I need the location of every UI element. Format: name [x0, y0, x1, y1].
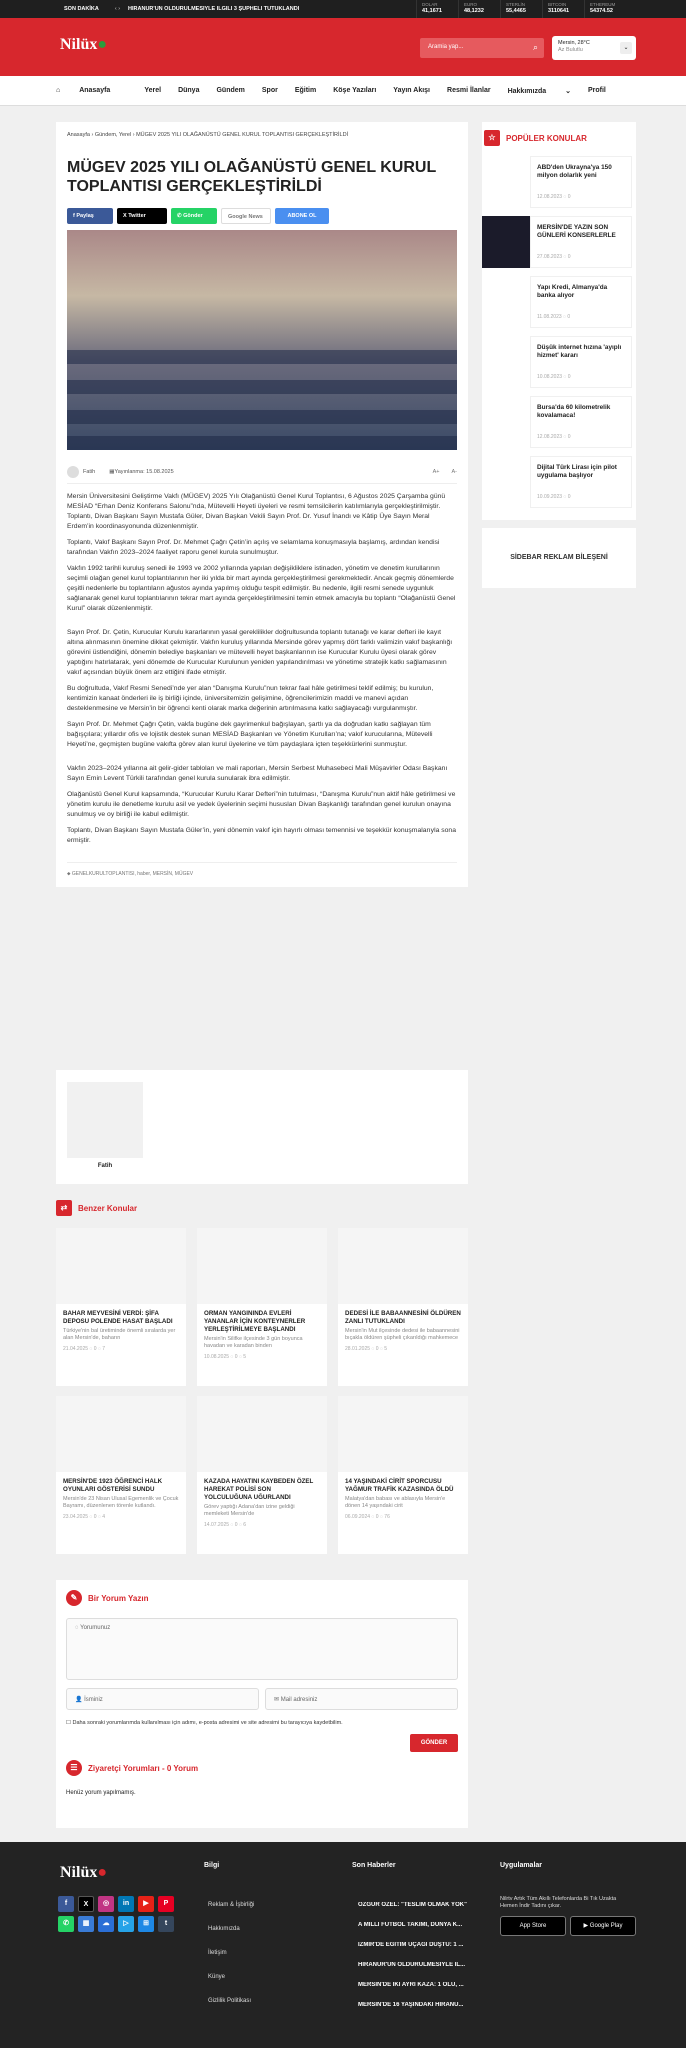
author-box [56, 1070, 468, 1184]
shuffle-icon: ⇄ [56, 1200, 72, 1216]
top-bar [0, 0, 686, 18]
youtube-icon[interactable]: ▶ [138, 1896, 154, 1912]
paragraph: Bu doğrultuda, Vakıf Resmi Senedi’nde yer alan “Danışma Kurulu”nun tekrar faal hâle getirilmesi teklif edilmiş; bu kurulun, kentimizin kanaat önderleri ile iş birliği içinde, üniversitemizin gelişimine, öğrencilerimizin maddi ve manevi açıdan desteklenmesine ve Mersin’in bir öğrenci kenti olarak marka değerinin artırılmasına katkı sağlayacağı vurgulanmıştır. [67, 685, 434, 712]
cloud-icon[interactable]: ☁ [98, 1916, 114, 1932]
weather-widget[interactable] [552, 36, 636, 60]
google-news-button[interactable]: Google News [221, 208, 271, 224]
name-field[interactable]: 👤 İsminiz [66, 1688, 259, 1710]
font-increase-button[interactable]: A+ [432, 468, 440, 475]
sidebar [482, 122, 636, 588]
ticker-euro: EURO 48,1232 [458, 0, 500, 18]
footer-link[interactable]: Künye [208, 1974, 226, 1980]
nav-yerel[interactable]: Yerel [144, 87, 162, 94]
nav-kose-yazilari[interactable]: Köşe Yazıları [333, 87, 377, 94]
footer-logo[interactable]: Nilüx● [60, 1864, 108, 1881]
article [56, 122, 468, 887]
popular-item[interactable]: MERSİN'DE YAZIN SON GÜNLERİ KONSERLERLE 27.08.2023 ◌ 0 [482, 216, 636, 268]
footer-news-item[interactable]: MERSİN'DE İKİ AYRI KAZA: 1 ÖLÜ, ... [358, 1982, 464, 1988]
author-name[interactable]: Fatih [83, 468, 96, 475]
popular-item[interactable]: ABD'den Ukrayna'ya 150 milyon dolarlık yeni 12.08.2023 ◌ 0 [482, 156, 636, 208]
nav-hakkimizda[interactable]: Hakkımızda ⌄ [507, 87, 571, 95]
paragraph: Mersin Üniversitesini Geliştirme Vakfı (MÜGEV) 2025 Yılı Olağanüstü Genel Kurul Toplantısı, 6 Ağustos 2025 Çarşamba günü MESİAD “Erhan Deniz Konferans Salonu”nda, Mütevelli Heyeti üyeleri ve resmi temsilcilerin katılımlarıyla gerçekleştirilmiştir. Toplantı, Divan Başkanı Sayın Mustafa Güler, Divan Başkan Vekili Sayın Prof. Dr. Yusuf İnandı ve Kâtip Üye Sayın Meral Erdem’in koordinasyonunda düzenlenmiştir. [67, 493, 446, 530]
google-play-button[interactable]: ▶ Google Play [570, 1916, 636, 1936]
x-icon: X [123, 213, 129, 219]
article-meta [67, 460, 457, 484]
page-title: MÜGEV 2025 YILI OLAĞANÜSTÜ GENEL KURUL TOPLANTISI GERÇEKLEŞTİRİLDİ [67, 159, 436, 195]
ticker-ethereum: ETHEREUM 54374.52 [584, 0, 626, 18]
nav-dunya[interactable]: Dünya [178, 87, 200, 94]
paragraph: Olağanüstü Genel Kurul kapsamında, “Kurucular Kurulu Karar Defteri”nin tutulması, “Danışma Kurulu”nun aktif hâle getirilmesi ve yönetim kurulu ile denetleme kurulu asil ve yedek üyelerinin seçimi hususları Divan Başkanlığı tarafından genel kurulun onayına sunulmuş ve oy birliği ile kabul edilmiştir. [67, 791, 456, 818]
site-header [0, 18, 686, 76]
no-comments-text: Henüz yorum yapılmamış. [66, 1790, 136, 1796]
whatsapp-share-button[interactable]: ✆ Gönder [171, 208, 217, 224]
paragraph: Vakfın 1992 tarihli kuruluş senedi ile 1993 ve 2002 yıllarında yapılan değişikliklere istinaden, yönetim ve denetim kurullarının seçimli olağan genel kurul toplantılarının her iki yılda bir mart ayında gerçekleştirilmesi gerekmektedir. Ancak geçmiş dönemlerde çeşitli nedenlerle bu toplantıların ağustos ayında yapılmış olduğu tespit edilmiştir. Bu nedenle, ilgili resmi senede uygunluk sağlanarak genel kurul toplantılarının tekrar mart ayında gerçekleştirilmesini temin etmek amacıyla bu toplantı “Olağanüstü Genel Kurul” olarak düzenlenmiştir. [67, 565, 456, 612]
calendar-icon: ▦ [109, 468, 115, 475]
footer-news-item[interactable]: İZMİR'DE EĞİTİM UÇAĞI DÜŞTÜ: 1 ... [358, 1942, 464, 1948]
subscribe-button[interactable]: ABONE OL [275, 208, 329, 224]
paragraph: Sayın Prof. Dr. Mehmet Çağrı Çetin, vakfa bugüne dek gayrimenkul bağışlayan, şartlı ya da doğrudan katkı sağlayan tüm bağışçılara; yıllardır ofis ve lojistik destek sunan MESİAD Başkanları ve Yönetim Kurulları’na; vakıf kurucularına, Mütevelli Heyeti’ne, geçmişten bugüne vakıfta görev alan kurul üyelerine ve tüm paydaşlara içten teşekkürlerini sunmuştur. [67, 721, 433, 748]
comments-icon: ☰ [66, 1760, 82, 1776]
author-avatar[interactable] [67, 1082, 143, 1158]
pinterest-icon[interactable]: P [158, 1896, 174, 1912]
related-card[interactable]: BAHAR MEYVESİNİ VERDİ: ŞİFA DEPOSU POLENDE HASAT BAŞLADI Türkiye'nin bal üretiminde önemli sıralarda yer alan Mersin'de, baharın 21.04.2025 ◌ 0 ◌ 7 [56, 1228, 186, 1386]
footer-news-item[interactable]: HİRANUR'UN ÖLDÜRÜLMESİYLE İL... [358, 1962, 466, 1968]
nav-yayin-akisi[interactable]: Yayın Akışı [393, 87, 431, 94]
related-section [56, 1200, 468, 1554]
comment-icon: ✎ [66, 1590, 82, 1606]
footer-link[interactable]: İletişim [208, 1950, 227, 1956]
popular-item[interactable]: Bursa'da 60 kilometrelik kovalamaca! 12.08.2023 ◌ 0 [482, 396, 636, 448]
currency-tickers [416, 0, 626, 18]
footer-news-item[interactable]: A MİLLİ FUTBOL TAKIMI, DÜNYA K... [358, 1922, 463, 1928]
footer-col-apps: Uygulamalar [500, 1862, 543, 1869]
popular-item[interactable]: Düşük internet hızına 'ayıplı hizmet' kararı 10.08.2023 ◌ 0 [482, 336, 636, 388]
article-image [67, 230, 457, 450]
popular-topics [482, 122, 636, 520]
star-icon: ☆ [484, 130, 500, 146]
share-bar [67, 208, 457, 224]
search-input[interactable]: Aramia yap... ⌕ [420, 38, 544, 58]
comment-form [56, 1580, 468, 1828]
article-body [67, 492, 457, 846]
comment-title: Bir Yorum Yazın [88, 1593, 149, 1603]
author-box-name[interactable]: Fatih [97, 1163, 113, 1169]
breaking-arrows[interactable]: ‹ › [114, 6, 121, 12]
nav-gundem[interactable]: Gündem [216, 87, 245, 94]
breaking-headline[interactable]: HİRANUR'UN ÖLDÜRÜLMESİYLE İLGİLİ 3 ŞÜPHELİ TUTUKLANDI [128, 6, 300, 12]
instagram-icon[interactable]: ◎ [98, 1896, 114, 1912]
chat-icon: ◌ [75, 1625, 81, 1631]
x-icon[interactable]: X [78, 1896, 94, 1912]
publish-date: Yayınlanma: 15.08.2025 [114, 468, 174, 475]
ticker-bitcoin: BITCOIN 3110641 [542, 0, 584, 18]
chevron-down-icon[interactable]: ⌄ [620, 42, 632, 54]
email-field[interactable]: ✉ Mail adresiniz [265, 1688, 458, 1710]
nav-home[interactable]: ⌂ Anasayfa [56, 87, 111, 94]
tumblr-icon[interactable]: t [158, 1916, 174, 1932]
user-icon: 👤 [75, 1697, 85, 1703]
whatsapp-icon[interactable]: ✆ [58, 1916, 74, 1932]
footer-link[interactable]: Hakkımızda [208, 1926, 240, 1932]
nav-egitim[interactable]: Eğitim [294, 87, 317, 94]
comments-list-title: Ziyaretçi Yorumları - 0 Yorum [88, 1763, 199, 1773]
related-card[interactable]: KAZADA HAYATINI KAYBEDEN ÖZEL HAREKAT POLİSİ SON YOLCULUĞUNA UĞURLANDI Görev yaptığı Adana'dan izine geldiği memleketi Mersin'de 14.07.2025 ◌ 0 ◌ 6 [197, 1396, 327, 1554]
related-card[interactable]: ORMAN YANGININDA EVLERİ YANANLAR İÇİN KONTEYNERLER YERLEŞTİRİLMEYE BAŞLANDI Mersin'in Silifke ilçesinde 3 gün boyunca havadan ve karadan binden 10.08.2025 ◌ 0 ◌ 5 [197, 1228, 327, 1386]
paragraph: Toplantı, Vakıf Başkanı Sayın Prof. Dr. Mehmet Çağrı Çetin’in açılış ve selamlama konuşmasıyla başlamış, ardından kendisi tarafından Vakfın 2023–2024 faaliyet raporu genel kurula sunulmuştur. [67, 539, 440, 556]
submit-button[interactable]: GÖNDER [410, 1734, 458, 1752]
sidebar-ad[interactable]: SİDEBAR REKLAM BİLEŞENİ [482, 528, 636, 588]
apps-description: Nilrtv Artık Tüm Akıllı Telefonlarda Bi Tık Uzakta Hemen İndir Tadını çıkar. [500, 1896, 617, 1909]
breaking-label: SON DAKİKA [64, 6, 99, 12]
popular-title: POPÜLER KONULAR [506, 133, 587, 143]
weather-city: Mersin, 28°C [558, 40, 590, 46]
popular-item[interactable]: Yapı Kredi, Almanya'da banka alıyor 11.08.2023 ◌ 0 [482, 276, 636, 328]
nav-profil[interactable]: Profil [587, 87, 606, 94]
footer-news-item[interactable]: ÖZGÜR ÖZEL: "TESLİM OLMAK YOK" [358, 1902, 467, 1908]
related-card[interactable]: 14 YAŞINDAKİ CİRİT SPORCUSU YAĞMUR TRAFİK KAZASINDA ÖLDÜ Malatya'dan babası ve ablasıyla Mersin'e dönen 14 yaşındaki cirit 06.09.2024 ◌ 0 ◌ 76 [338, 1396, 468, 1554]
footer-col-news: Son Haberler [352, 1862, 396, 1869]
paragraph: Toplantı, Divan Başkanı Sayın Mustafa Güler’in, yeni dönemin vakıf için hayırlı olması temennisi ve teşekkür konuşmalarıyla sona ermiştir. [67, 827, 456, 844]
linkedin-icon[interactable]: in [118, 1896, 134, 1912]
related-card[interactable]: DEDESİ İLE BABAANNESİNİ ÖLDÜREN ZANLI TUTUKLANDI Mersin'in Mut ilçesinde dedesi ile babaannesini bıçakla öldüren şüpheli çıkarıldığı mahkemece 28.01.2025 ◌ 0 ◌ 5 [338, 1228, 468, 1386]
facebook-share-button[interactable]: f Paylaş [67, 208, 113, 224]
search-icon[interactable]: ⌕ [532, 42, 538, 52]
facebook-icon: f [73, 213, 77, 219]
paragraph: Sayın Prof. Dr. Çetin, Kurucular Kurulu kararlarının yasal gereklilikler doğrultusunda toplantı tutanağı ve karar defteri ile kayıt altına alınmasının önemine dikkat çekmiştir. Vakfın kuruluş yıllarında Mersinde görev yapmış dört farklı valimizin vakıf başkanlığı görevini üstlendiğini, dönemin belediye başkanları ve mütevelli heyet başkanlarının ise Kurucular Kurulu üyesi olarak görev yaptığını hatırlatarak, yeni dönemde de Kurucular Kurulunun yeniden yapılandırılması ve yönetime stratejik katkı sağlamasının vakıf açısından büyük önem arz ettiğini ifade etmiştir. [67, 629, 453, 676]
tag-icon: ⬥ [67, 871, 72, 877]
play-store-icon: ▶ [583, 1923, 590, 1929]
main-nav [0, 76, 686, 106]
home-icon: ⌂ [56, 87, 63, 94]
play-icon[interactable]: ▷ [118, 1916, 134, 1932]
breadcrumb[interactable]: Anasayfa › Gündem, Yerel › MÜGEV 2025 YILI OLAĞANÜSTÜ GENEL KURUL TOPLANTISI GERÇEKLEŞTİRİLDİ [67, 132, 349, 138]
site-footer [0, 1842, 686, 2048]
footer-link[interactable]: Gizlilik Politikası [208, 1998, 252, 2004]
related-title: Benzer Konular [78, 1203, 138, 1213]
news-icon[interactable]: ▦ [78, 1916, 94, 1932]
twitter-share-button[interactable]: X Twitter [117, 208, 167, 224]
site-logo[interactable]: Nilüx● [60, 36, 108, 53]
footer-col-info: Bilgi [204, 1862, 220, 1869]
comment-textarea[interactable]: ◌ Yorumunuz [66, 1618, 458, 1680]
nav-spor[interactable]: Spor [261, 87, 278, 94]
paragraph: Vakfın 2023–2024 yıllarına ait gelir-gider tabloları ve mali raporları, Mersin Serbest Muhasebeci Mali Müşavirler Odası Başkanı Sayın Emin Levent Türkili tarafından genel kurula sunularak ibra edilmiştir. [67, 765, 448, 782]
mail-icon: ✉ [274, 1697, 281, 1703]
ticker-dolar: DOLAR 41,1671 [416, 0, 458, 18]
font-decrease-button[interactable]: A- [451, 468, 457, 475]
facebook-icon[interactable]: f [58, 1896, 74, 1912]
whatsapp-icon: ✆ [177, 213, 184, 219]
ticker-sterlin: STERLİN 55,4465 [500, 0, 542, 18]
weather-condition: Az Bulutlu [558, 47, 583, 53]
nav-resmi-ilanlar[interactable]: Resmi İlanlar [447, 87, 491, 94]
footer-link[interactable]: Reklam & İşbirliği [208, 1902, 255, 1908]
windows-icon[interactable]: ⊞ [138, 1916, 154, 1932]
tag-list[interactable]: ⬥ GENELKURULTOPLANTISI, haber, MERSİN, MÜGEV [67, 862, 457, 877]
related-card[interactable]: MERSİN'DE 1923 ÖĞRENCİ HALK OYUNLARI GÖSTERİSİ SUNDU Mersin'de 23 Nisan Ulusal Egemenlik ve Çocuk Bayramı, düzenlenen törenle kutlandı. 23.04.2025 ◌ 0 ◌ 4 [56, 1396, 186, 1554]
avatar[interactable] [67, 466, 79, 478]
consent-checkbox[interactable]: ☐ Daha sonraki yorumlarımda kullanılması için adımı, e-posta adresimi ve site adresimi bu tarayıcıya kaydetbilim. [66, 1720, 343, 1726]
app-store-button[interactable]: App Store [500, 1916, 566, 1936]
popular-item[interactable]: Dijital Türk Lirası için pilot uygulama başlıyor 10.09.2023 ◌ 0 [482, 456, 636, 508]
footer-news-item[interactable]: MERSİN'DE 16 YAŞINDAKİ HİRANU... [358, 2002, 464, 2008]
